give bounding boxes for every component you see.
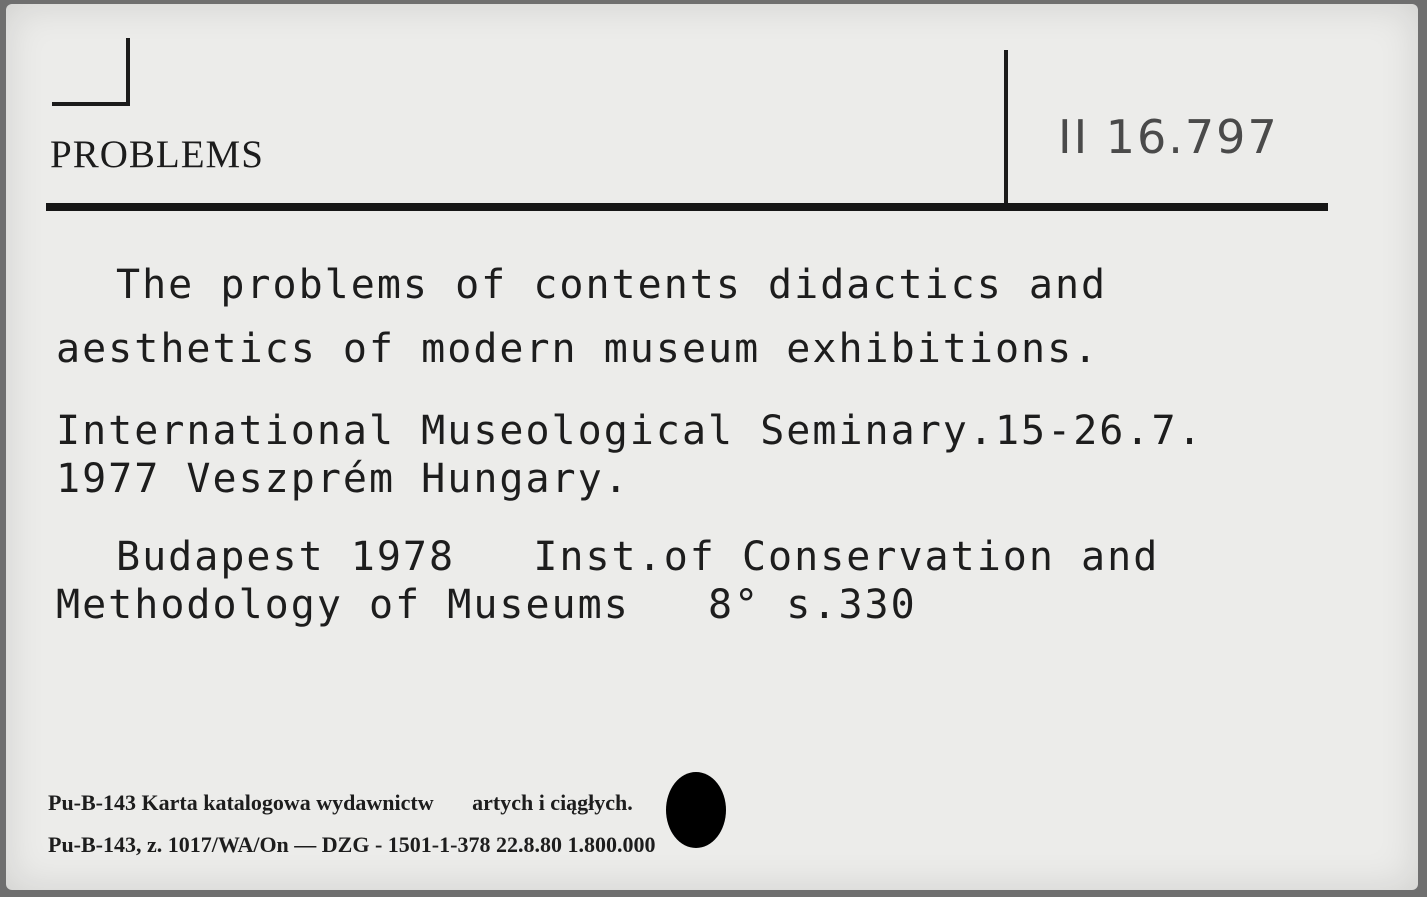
publication-line-1: Budapest 1978 Inst.of Conservation and: [116, 534, 1160, 580]
conference-line-2: 1977 Veszprém Hungary.: [56, 456, 630, 502]
footer-line-1: Pu-B-143 Karta katalogowa wydawnictw artych i ciągłych.: [48, 790, 633, 815]
corner-mark-vertical: [126, 38, 130, 106]
subject-heading: PROBLEMS: [50, 133, 264, 176]
punch-hole: [666, 772, 726, 848]
footer-line-2: Pu-B-143, z. 1017/WA/On — DZG - 1501-1-378 22.8.80 1.800.000: [48, 832, 656, 857]
corner-mark-horizontal: [52, 102, 130, 106]
publication-line-2: Methodology of Museums 8° s.330: [56, 582, 917, 628]
catalog-card: [6, 4, 1418, 890]
header-divider-horizontal: [46, 203, 1328, 211]
corner-mark: [50, 38, 130, 108]
conference-line-1: International Museological Seminary.15-26.7.: [56, 408, 1204, 454]
title-line-1: The problems of contents didactics and: [116, 262, 1108, 308]
call-number: II 16.797: [1058, 110, 1279, 164]
header-divider-vertical: [1004, 50, 1008, 206]
title-line-2: aesthetics of modern museum exhibitions.: [56, 326, 1100, 372]
